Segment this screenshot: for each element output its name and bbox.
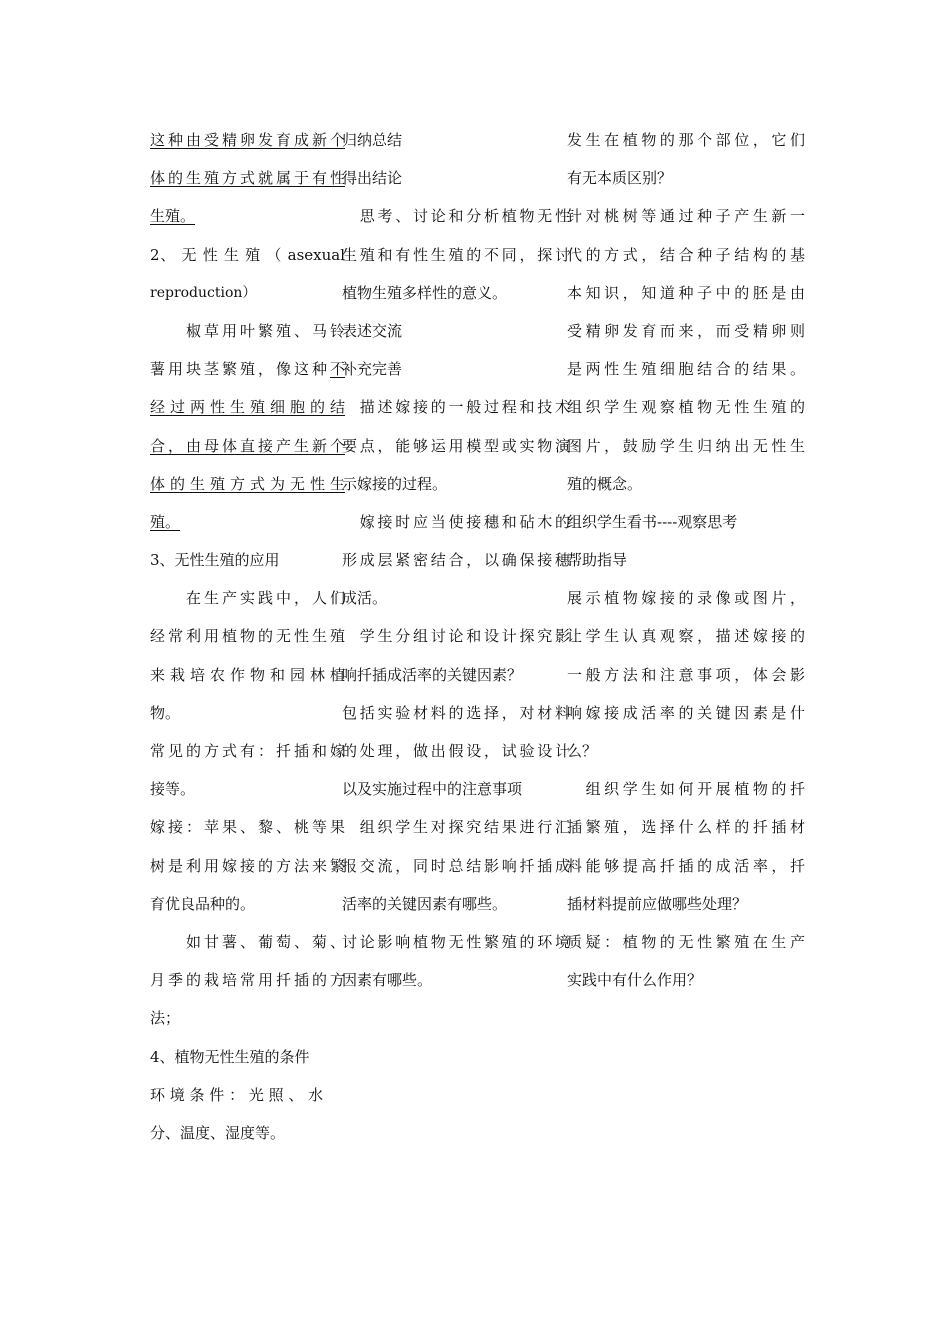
activity-line: [342, 312, 570, 350]
activity-line-text: 因素有哪些。: [342, 971, 433, 990]
guidance-line-text: 展示植物嫁接的录像或图片，: [567, 589, 805, 608]
content-line: [150, 579, 345, 617]
activity-line-text: 描述嫁接的一般过程和技术: [342, 398, 570, 417]
content-line: [150, 808, 345, 846]
content-column: [150, 121, 345, 1152]
guidance-line-text: 发生在植物的那个部位，它们: [567, 131, 805, 149]
content-line: [150, 350, 345, 388]
guidance-line-text: 是两性生殖细胞结合的结果。: [567, 360, 805, 379]
guidance-line-text: 针对桃树等通过种子产生新一: [567, 207, 805, 226]
activity-line: [342, 885, 570, 923]
guidance-line-text: 料能够提高扦插的成活率，扦: [567, 856, 805, 875]
guidance-column: [567, 121, 805, 999]
activity-line-text: 以及实施过程中的注意事项: [342, 780, 523, 799]
activity-line: [342, 847, 570, 885]
content-line-text: 薯用块茎繁殖，像这种: [150, 360, 330, 379]
guidance-line: [567, 427, 805, 465]
activity-line: [342, 159, 570, 197]
guidance-line-text: 实践中有什么作用？: [567, 971, 703, 990]
guidance-line-text: 组织学生观察植物无性生殖的: [567, 398, 805, 417]
activity-line-text: 补充完善: [342, 360, 403, 379]
content-line: [150, 885, 345, 923]
guidance-line-text: 代的方式，结合种子结构的基: [567, 245, 805, 264]
content-line-text: 接等。: [150, 780, 196, 799]
content-line-text: 如甘薯、葡萄、菊、: [150, 932, 345, 951]
content-line-text: 4、植物无性生殖的条件: [150, 1047, 310, 1066]
guidance-line: [567, 961, 805, 999]
content-line: [150, 999, 345, 1037]
content-line-text: 物。: [150, 703, 181, 722]
activity-line: [342, 236, 570, 274]
guidance-line-text: 质疑：植物的无性繁殖在生产: [567, 932, 805, 951]
guidance-line-text: 插繁殖，选择什么样的扦插材: [567, 818, 805, 837]
content-line-text: 在生产实践中，人们: [150, 589, 345, 608]
guidance-line-text: 本知识，知道种子中的胚是由: [567, 283, 805, 302]
activity-line: [342, 770, 570, 808]
guidance-line: [567, 350, 805, 388]
content-line-text: reproduction）: [150, 284, 257, 301]
guidance-line: [567, 197, 805, 235]
activity-line-text: 归纳总结: [342, 131, 403, 149]
content-line-text: 月季的栽培常用扦插的方: [150, 971, 345, 990]
activity-line-text: 活率的关键因素有哪些。: [342, 894, 508, 913]
guidance-line: [567, 541, 805, 579]
activity-line-text: 报交流，同时总结影响扦插成: [342, 856, 570, 875]
guidance-line-text: 帮助指导: [567, 551, 628, 570]
guidance-line-text: 殖的概念。: [567, 474, 643, 493]
content-line-text: 经常利用植物的无性生殖: [150, 627, 345, 646]
guidance-line-text: 一般方法和注意事项，体会影: [567, 665, 805, 684]
content-line-text: 椒草用叶繁殖、马铃: [150, 321, 345, 340]
activity-line-text: 嫁接时应当使接穗和砧木的: [342, 512, 570, 531]
guidance-line: [567, 312, 805, 350]
content-line: [150, 312, 345, 350]
guidance-line: [567, 732, 805, 770]
guidance-line: [567, 694, 805, 732]
guidance-line: [567, 503, 805, 541]
content-line: [150, 503, 345, 541]
activity-line-text: 思考、讨论和分析植物无性: [342, 207, 570, 226]
activity-line-text: 得出结论: [342, 169, 403, 188]
content-line: [150, 541, 345, 579]
content-line-text: 殖。: [150, 512, 181, 531]
guidance-line: [567, 465, 805, 503]
content-line-text: 合，由母体直接产生新个: [150, 436, 345, 455]
guidance-line: [567, 656, 805, 694]
guidance-line-text: 么？: [567, 742, 598, 760]
guidance-line: [567, 808, 805, 846]
activity-column: [342, 121, 570, 999]
guidance-line: [567, 274, 805, 312]
content-line-text: 分、温度、湿度等。: [150, 1123, 286, 1142]
content-line-text: 树是利用嫁接的方法来繁: [150, 856, 345, 875]
content-line-text: 2、 无 性 生 殖 （ asexual: [150, 245, 345, 264]
activity-line: [342, 579, 570, 617]
guidance-line-text: 图片，鼓励学生归纳出无性生: [567, 436, 805, 455]
activity-line: [342, 656, 570, 694]
content-line: [150, 159, 345, 197]
content-line-text: 体的生殖方式就属于有性: [150, 169, 345, 188]
activity-line-text: 组织学生对探究结果进行汇: [342, 818, 570, 837]
activity-line-text: 生殖和有性生殖的不同，探讨: [342, 245, 570, 264]
guidance-line: [567, 159, 805, 197]
activity-line: [342, 503, 570, 541]
guidance-line-text: 组织学生看书----观察思考: [567, 512, 738, 531]
content-line: [150, 274, 345, 312]
guidance-line: [567, 847, 805, 885]
guidance-line: [567, 388, 805, 426]
content-line-text: 法；: [150, 1009, 181, 1028]
activity-line-text: 要点，能够运用模型或实物演: [342, 436, 570, 455]
activity-line-text: 表述交流: [342, 321, 403, 340]
content-line: [150, 732, 345, 770]
content-line-text: 体的生殖方式为无性生: [150, 474, 345, 493]
content-line: [150, 770, 345, 808]
activity-line: [342, 350, 570, 388]
content-line-text: 常见的方式有：扦插和嫁: [150, 742, 345, 760]
activity-line-text: 示嫁接的过程。: [342, 474, 448, 493]
guidance-line-text: 受精卵发育而来，而受精卵则: [567, 321, 805, 340]
guidance-line-text: 响嫁接成活率的关键因素是什: [567, 703, 805, 722]
guidance-line-text: 插材料提前应做哪些处理？: [567, 894, 748, 913]
content-line-text: 经过两性生殖细胞的结: [150, 398, 345, 417]
guidance-line: [567, 885, 805, 923]
content-line: [150, 388, 345, 426]
content-line-text: 嫁接：苹果、黎、桃等果: [150, 818, 345, 837]
content-line-text: 环 境 条 件 ： 光 照 、 水: [150, 1085, 324, 1104]
content-line: [150, 961, 345, 999]
content-line: [150, 236, 345, 274]
content-line-underlined-text: 不: [329, 360, 345, 379]
activity-line: [342, 541, 570, 579]
activity-line-text: 形成层紧密结合，以确保接穗: [342, 551, 570, 570]
activity-line: [342, 197, 570, 235]
content-line-text: 这种由受精卵发育成新个: [150, 131, 345, 149]
activity-line-text: 讨论影响植物无性繁殖的环境: [342, 932, 570, 951]
activity-line: [342, 961, 570, 999]
content-line: [150, 1076, 345, 1114]
activity-line: [342, 732, 570, 770]
guidance-line-text: 让学生认真观察，描述嫁接的: [567, 627, 805, 646]
content-line: [150, 1114, 345, 1152]
activity-line: [342, 465, 570, 503]
content-line-text: 育优良品种的。: [150, 894, 256, 913]
activity-line: [342, 121, 570, 159]
guidance-line-text: 组织学生如何开展植物的扦: [567, 780, 805, 799]
activity-line: [342, 274, 570, 312]
content-line: [150, 694, 345, 732]
activity-line-text: 的处理，做出假设，试验设计: [342, 742, 570, 760]
guidance-line: [567, 770, 805, 808]
content-line: [150, 121, 345, 159]
activity-line: [342, 808, 570, 846]
activity-line: [342, 388, 570, 426]
content-line: [150, 656, 345, 694]
content-line-text: 3、无性生殖的应用: [150, 551, 280, 570]
guidance-line: [567, 579, 805, 617]
activity-line-text: 学生分组讨论和设计探究影: [342, 627, 570, 646]
content-line-text: 来栽培农作物和园林植: [150, 665, 345, 684]
activity-line-text: 响扦插成活率的关键因素？: [342, 665, 523, 684]
activity-line: [342, 694, 570, 732]
content-line: [150, 465, 345, 503]
guidance-line: [567, 121, 805, 159]
content-line: [150, 923, 345, 961]
content-line: [150, 427, 345, 465]
activity-line-text: 包括实验材料的选择，对材料: [342, 703, 570, 722]
guidance-line-text: 有无本质区别？: [567, 169, 673, 188]
activity-line: [342, 923, 570, 961]
activity-line-text: 成活。: [342, 589, 388, 608]
content-line: [150, 1038, 345, 1076]
guidance-line: [567, 923, 805, 961]
content-line-text: 生殖。: [150, 207, 196, 226]
content-line: [150, 847, 345, 885]
content-line: [150, 197, 345, 235]
guidance-line: [567, 617, 805, 655]
guidance-line: [567, 236, 805, 274]
activity-line-text: 植物生殖多样性的意义。: [342, 283, 508, 302]
activity-line: [342, 427, 570, 465]
activity-line: [342, 617, 570, 655]
content-line: [150, 617, 345, 655]
